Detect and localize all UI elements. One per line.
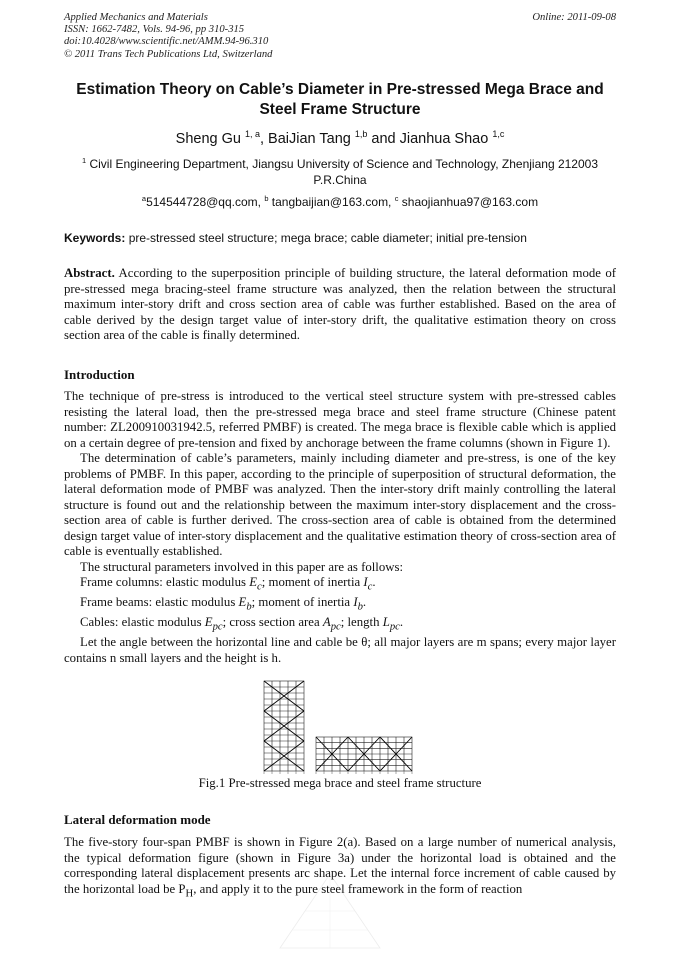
abstract-text: According to the superposition principle of building structure, the lateral deformation mode of pre-stressed mega bracing-steel frame structure was analyzed, then the relation between the structural maximum inter-story drift and cross section area of cable was further established. Based on the area of cable derived by the design target value of inter-story drift, the qualitative estimation theory on cross section area of the cable is finally determined. [64,266,616,342]
keywords-text: pre-stressed steel structure; mega brace; cable diameter; initial pre-tension [125,231,527,245]
symbol-sub: c [257,581,262,593]
symbol-sub: c [367,581,373,593]
copyright-line: © 2011 Trans Tech Publications Ltd, Switzerland [64,48,273,60]
author-1-name: Sheng Gu [175,131,245,147]
symbol-I: I [363,575,368,589]
support-markers [264,771,412,774]
param-text: ; moment of inertia [261,575,364,589]
param-frame-beams [64,595,616,615]
introduction-heading: Introduction [64,367,135,382]
author-3-name: and Jianhua Shao [367,131,493,147]
param-text: . [372,575,376,589]
lateral-text-end: , and apply it to the pure steel framework in the form of reaction [193,881,523,896]
param-cables [64,615,616,635]
lateral-text: The five-story four-span PMBF is shown in Figure 2(a). Based on a large number of numerical analysis, the typical deformation figure (shown in Figure 3a) under the horizontal load is obtained and the corresponding lateral displacement presents arc shape. Let the internal force increment of cable caused by the horizontal load be P [64,835,616,896]
intro-paragraph-4: Let the angle between the horizontal line and cable be θ; all major layers are m spans; every major layer contains n small layers and the height is h. [64,635,616,665]
email-a: 514544728@qq.com, [146,195,265,209]
symbol-sub: H [185,888,194,900]
journal-header [64,12,616,61]
param-frame-columns [64,575,616,595]
journal-name: Applied Mechanics and Materials [64,12,208,23]
symbol-sub: pc [389,621,400,633]
email-b: tangbaijian@163.com, [268,195,395,209]
intro-paragraph-1: The technique of pre-stress is introduced to the vertical steel structure system with pre-stressed cables resisting the lateral load, then the pre-stressed mega brace and steel frame structure (Chinese patent number: ZL200910031942.5, referred PMBF) is created. The mega brace is flexible cable which is applied on a certain degree of pre-tension and fixed by anchorage between the frame columns (shown in Figure 1). [64,389,616,450]
title-line-1: Estimation Theory on Cable’s Diameter in Pre-stressed Mega Brace and [76,81,604,98]
abstract-label: Abstract. [64,266,115,280]
intro-paragraph-2: The determination of cable’s parameters, mainly including diameter and pre-stress, is one of the key problems of PMBF. In this paper, according to the principle of superposition of structural deformation, the lateral deformation mode of PMBF was analyzed. Then the inter-story drift mainly controlling the lateral structure is found out and the relationship between the maximum inter-story displacement and the cross-section area of cable is further derived. The cross-section area of cable is obtained from the determined design target value of inter-story displacement and the qualitative estimation theory of cross-section area of cable is eventually established. [64,451,616,558]
author-2-name: , BaiJian Tang [260,131,355,147]
author-1-sup: 1, a [245,129,260,140]
email-line [64,194,616,210]
param-text: ; moment of inertia [251,595,354,610]
doi-line: doi:10.4028/www.scientific.net/AMM.94-96.310 [64,36,269,48]
param-text: ; cross section area [222,615,323,630]
introduction-body [64,389,616,666]
affiliation-line-2: P.R.China [313,173,367,187]
email-c: shaojianhua97@163.com [398,195,539,209]
affiliation-line-1: Civil Engineering Department, Jiangsu University of Science and Technology, Zhenjiang 212003 [86,157,598,171]
issn-line: ISSN: 1662-7482, Vols. 94-96, pp 310-315 [64,24,245,36]
author-list [64,130,616,148]
mega-brace-cables [264,681,304,771]
intro-paragraph-3: The structural parameters involved in this paper are as follows: [80,559,404,574]
symbol-sub: pc [212,621,223,633]
param-text: . [399,615,404,630]
param-text: Frame columns: elastic modulus [80,575,250,589]
param-text: Frame beams: elastic modulus [80,595,239,610]
symbol-sub: b [357,601,363,613]
email-sup-a: a [141,194,147,203]
author-2-sup: 1,b [354,129,368,140]
symbol-E: E [249,575,258,589]
symbol-A: A [322,615,331,630]
param-text: ; length [340,615,383,630]
keywords-label: Keywords: [64,231,126,245]
email-sup-b: b [264,194,269,203]
affiliation-sup: 1 [82,156,87,165]
email-sup-c: c [394,194,399,203]
symbol-L: L [382,615,390,630]
lateral-heading: Lateral deformation mode [64,812,211,827]
watermark-lines [292,874,368,948]
author-3-sup: 1,c [492,129,505,140]
figure-1-caption: Fig.1 Pre-stressed mega brace and steel frame structure [198,776,482,790]
wide-frame [316,737,412,771]
online-date: Online: 2011-09-08 [532,12,616,23]
keywords [64,230,616,246]
symbol-E: E [238,595,247,610]
title-line-2: Steel Frame Structure [259,101,421,118]
paper-title [64,80,616,120]
symbol-E: E [204,615,213,630]
param-text: . [362,595,367,610]
figure-1-frames [258,679,428,775]
symbol-sub: pc [330,621,341,633]
param-text: Cables: elastic modulus [80,615,205,630]
affiliation [64,156,616,188]
abstract [64,266,616,344]
symbol-I: I [353,595,358,610]
watermark-graphic [270,870,390,950]
symbol-sub: b [246,601,252,613]
support-ticks [264,771,412,774]
tall-frame [264,681,304,771]
